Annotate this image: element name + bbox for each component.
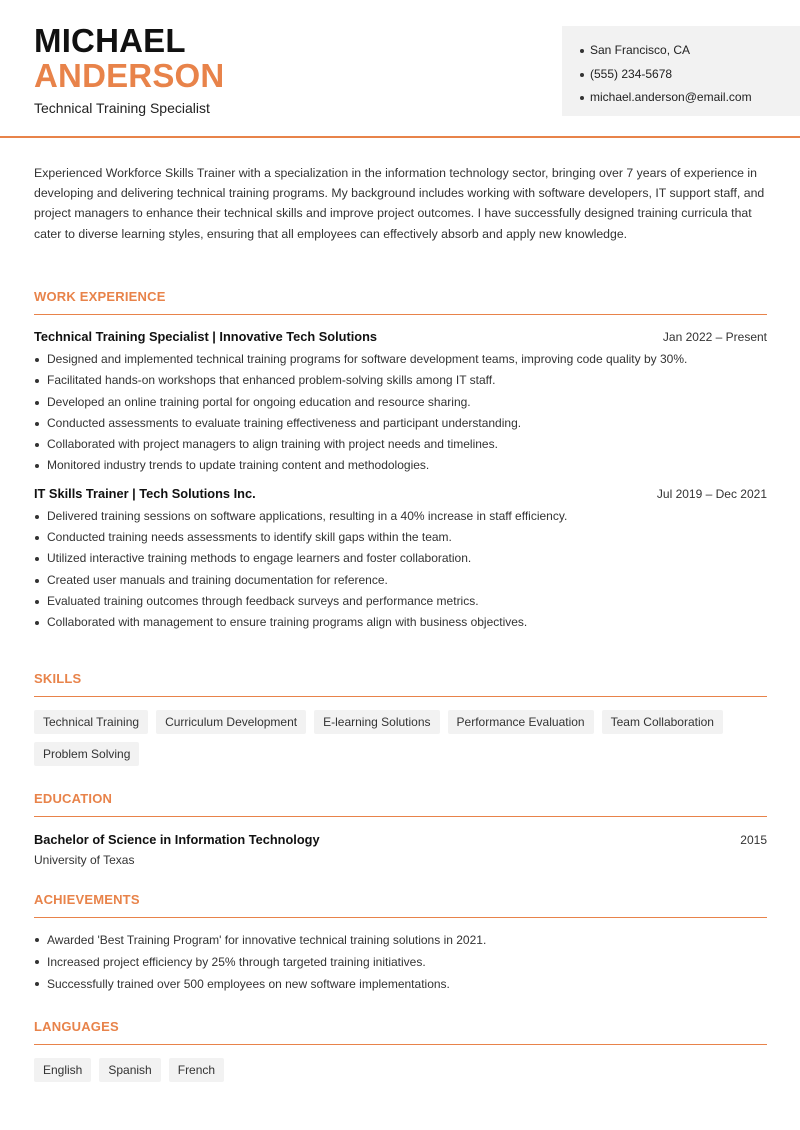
job-entry — [34, 486, 767, 634]
graduation-year: 2015 — [740, 833, 767, 847]
job-title: IT Skills Trainer | Tech Solutions Inc. — [34, 485, 256, 501]
skill-tag: Performance Evaluation — [448, 710, 594, 734]
section-heading: LANGUAGES — [34, 1019, 767, 1045]
list-item: Conducted assessments to evaluate training effectiveness and participant understanding. — [34, 413, 767, 434]
list-item: Successfully trained over 500 employees on new software implementations. — [34, 973, 767, 995]
section-heading: EDUCATION — [34, 791, 767, 817]
skill-tag: Team Collaboration — [602, 710, 723, 734]
job-date: Jan 2022 – Present — [662, 330, 767, 344]
list-item: Evaluated training outcomes through feedback surveys and performance metrics. — [34, 591, 767, 612]
section-heading: WORK EXPERIENCE — [34, 289, 767, 315]
list-item: Increased project efficiency by 25% through targeted training initiatives. — [34, 951, 767, 973]
language-tag: French — [169, 1058, 224, 1082]
achievements-section — [34, 892, 767, 995]
education-section — [34, 791, 767, 867]
full-name — [34, 24, 224, 92]
language-tag: Spanish — [99, 1058, 160, 1082]
job-title-headline: Technical Training Specialist — [34, 100, 210, 116]
contact-phone: (555) 234-5678 — [580, 63, 752, 87]
skill-tag: Problem Solving — [34, 742, 139, 766]
skill-tag: Curriculum Development — [156, 710, 306, 734]
job-date: Jul 2019 – Dec 2021 — [656, 486, 767, 501]
list-item: Facilitated hands-on workshops that enhanced problem-solving skills among IT staff. — [34, 370, 767, 391]
skills-section — [34, 671, 767, 766]
school-name: University of Texas — [34, 853, 135, 867]
list-item: Created user manuals and training documentation for reference. — [34, 570, 767, 591]
section-heading: SKILLS — [34, 671, 767, 697]
list-item: Collaborated with project managers to align training with project needs and timelines. — [34, 434, 767, 455]
job-title: Technical Training Specialist | Innovative Tech Solutions — [34, 329, 378, 344]
summary-section — [34, 163, 767, 244]
list-item: Developed an online training portal for ongoing education and resource sharing. — [34, 392, 767, 413]
list-item: Collaborated with management to ensure training programs align with business objectives. — [34, 612, 767, 633]
languages-list — [34, 1058, 767, 1082]
last-name: ANDERSON — [34, 57, 225, 94]
contact-location: San Francisco, CA — [580, 39, 752, 63]
section-heading: ACHIEVEMENTS — [34, 892, 767, 918]
list-item: Conducted training needs assessments to identify skill gaps within the team. — [34, 527, 767, 548]
list-item: Designed and implemented technical training programs for software development teams, improving code quality by 30%. — [34, 349, 767, 370]
list-item: Delivered training sessions on software applications, resulting in a 40% increase in staff efficiency. — [34, 506, 767, 527]
contact-box — [562, 26, 800, 116]
resume-header — [0, 0, 800, 138]
degree: Bachelor of Science in Information Technology — [34, 832, 320, 847]
skill-tag: Technical Training — [34, 710, 148, 734]
list-item: Utilized interactive training methods to engage learners and foster collaboration. — [34, 548, 767, 569]
list-item: Monitored industry trends to update training content and methodologies. — [34, 455, 767, 476]
languages-section — [34, 1019, 767, 1082]
skill-tag: E-learning Solutions — [314, 710, 439, 734]
job-entry — [34, 329, 767, 477]
list-item: Awarded 'Best Training Program' for innovative technical training solutions in 2021. — [34, 929, 767, 951]
contact-email: michael.anderson@email.com — [580, 86, 752, 110]
work-experience-section — [34, 289, 767, 634]
language-tag: English — [34, 1058, 91, 1082]
summary-text: Experienced Workforce Skills Trainer with a specialization in the information technology sector, bringing over 7 years of experience in developing and delivering technical training programs. My background includes working with software developers, IT support staff, and project managers to enhance their technical skills and improve project outcomes. I have successfully designed training curricula that cater to diverse learning styles, ensuring that all employees can effectively absorb and apply new knowledge. — [34, 166, 765, 241]
first-name: MICHAEL — [34, 22, 186, 59]
skills-list — [34, 710, 767, 766]
